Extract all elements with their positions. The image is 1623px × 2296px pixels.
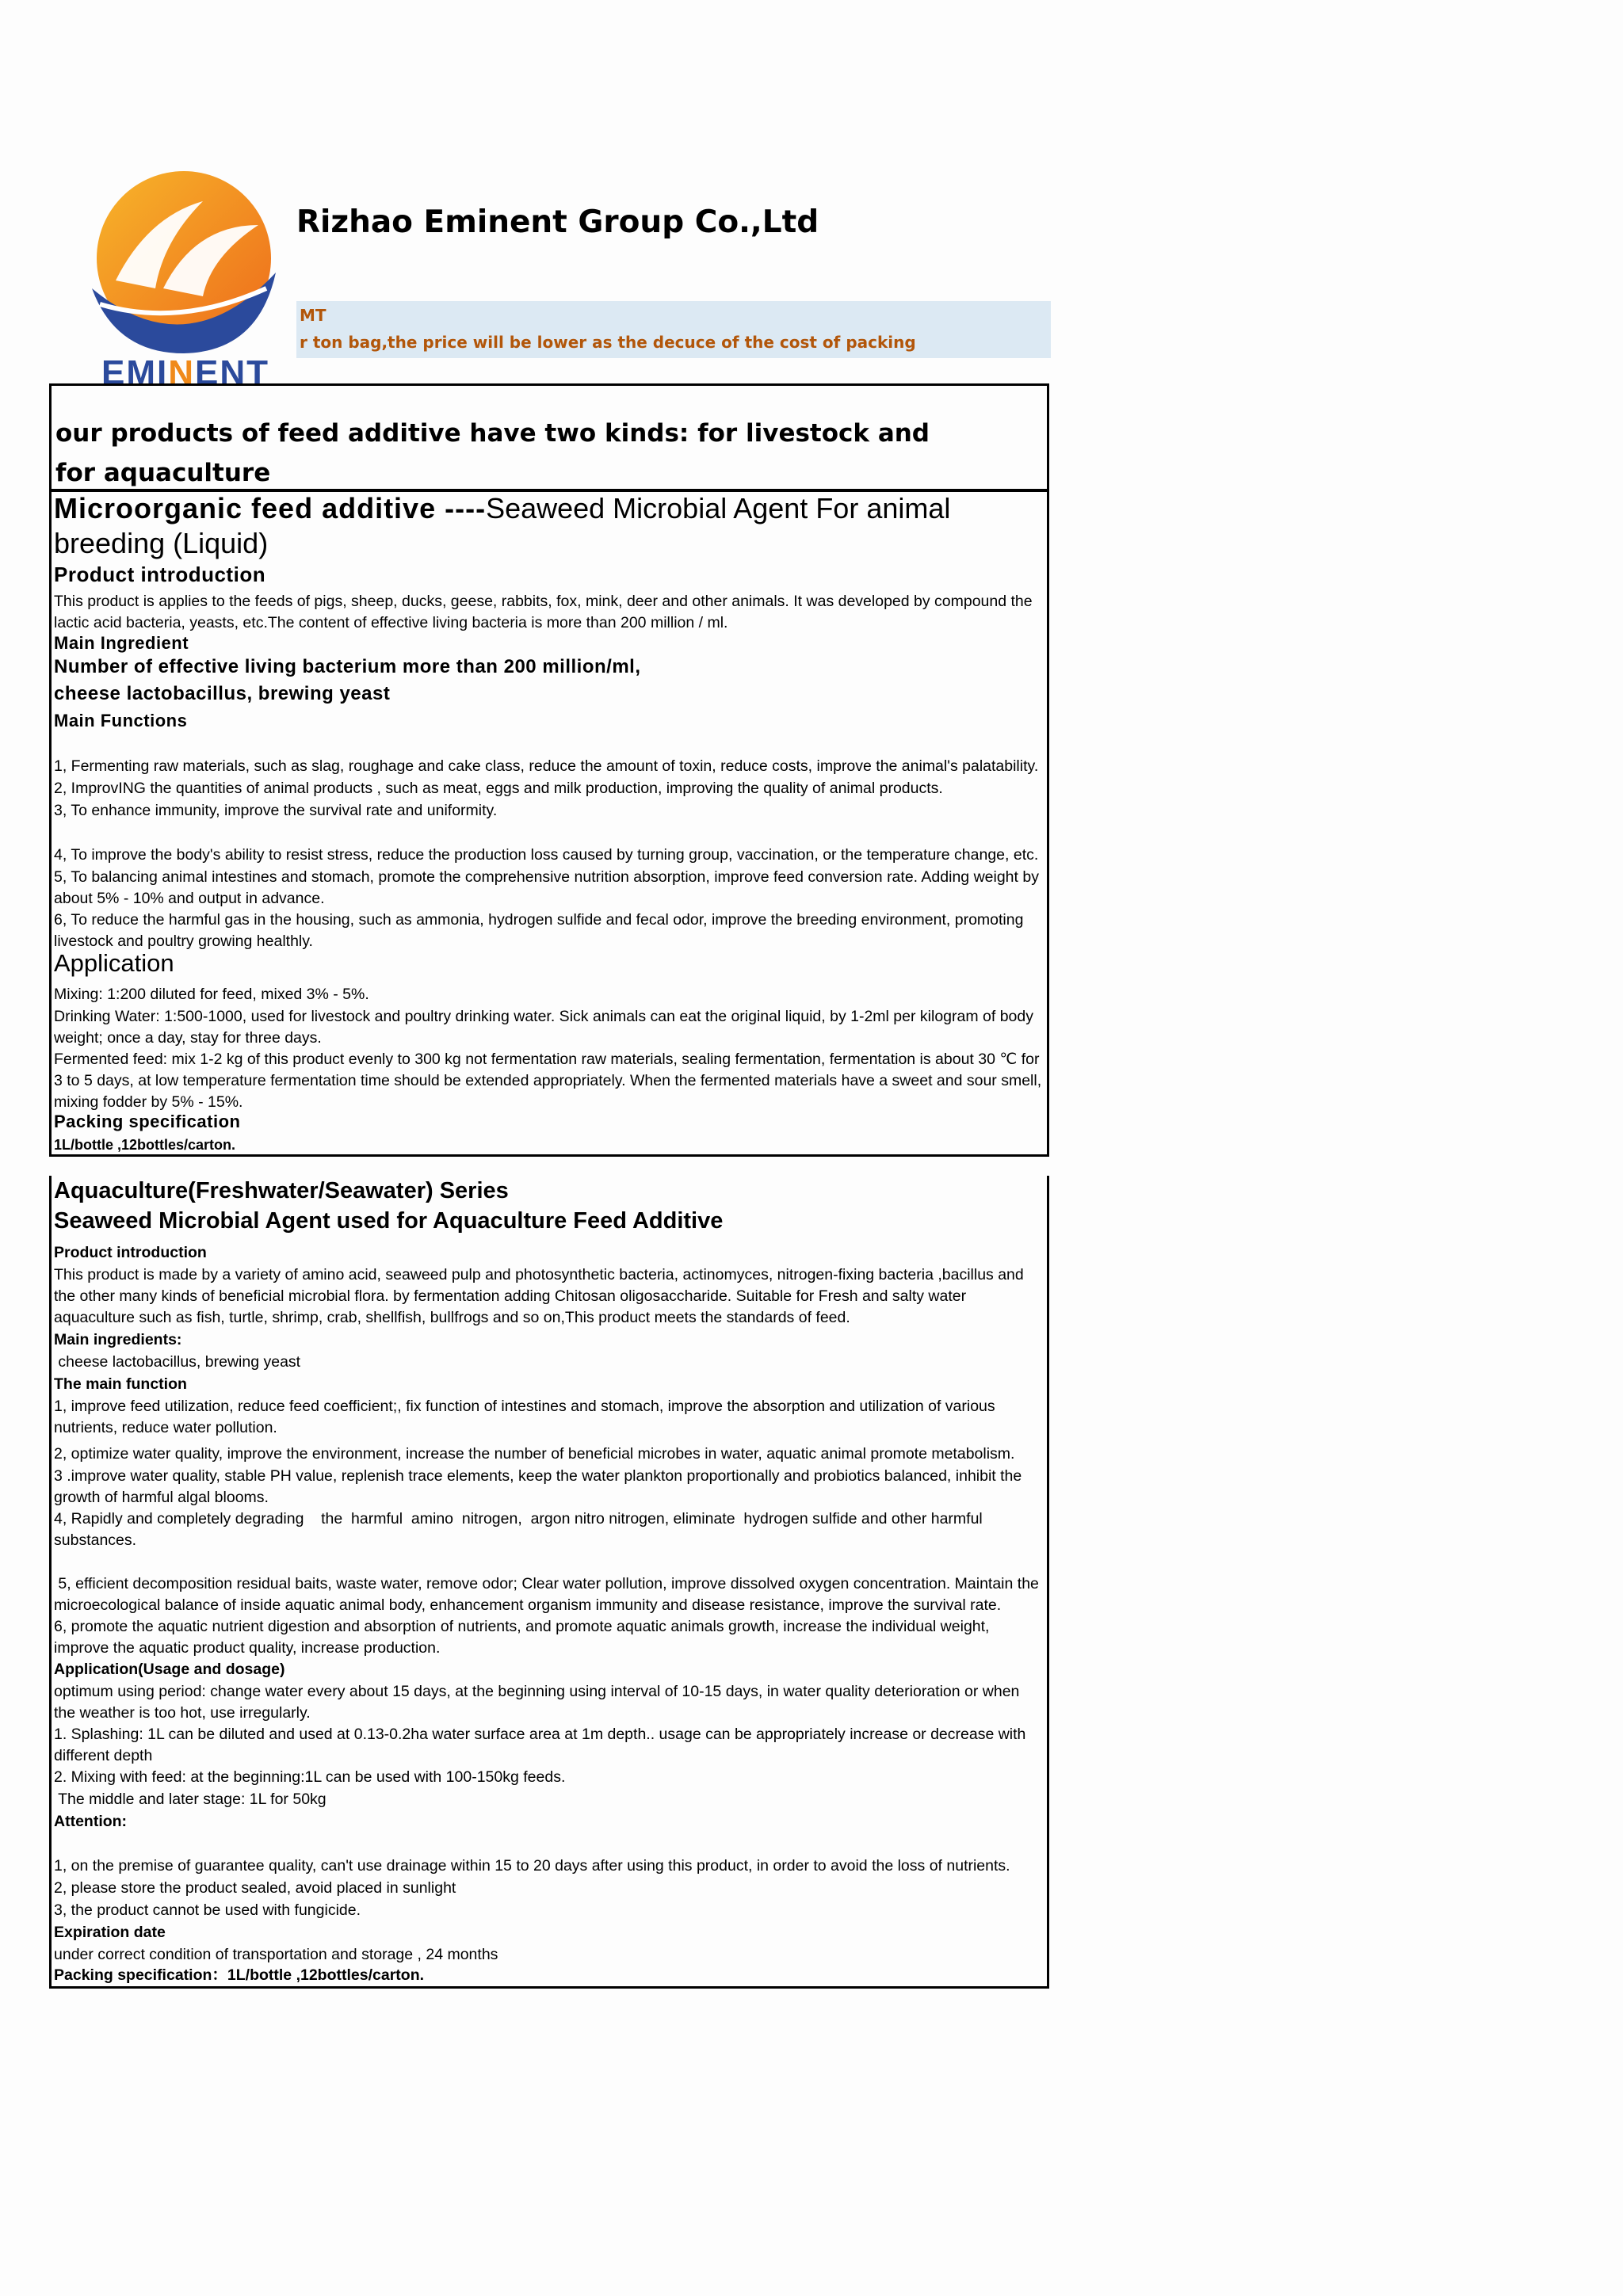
kinds-heading: our products of feed additive have two kinds: for livestock and for aquaculture [55,419,930,487]
aquaculture-attention-1: 1, on the premise of guarantee quality, can't use drainage within 15 to 20 days after using this product, in order to avoid the loss of nutrients. [54,1857,1010,1875]
livestock-application-2: Drinking Water: 1:500-1000, used for livestock and poultry drinking water. Sick animals can eat the original liquid, by 1-2ml per kilogram of body weight; once a day, stay for three days. [54,1008,1033,1047]
price-note-bar [296,301,1051,358]
aquaculture-function-6: 6, promote the aquatic nutrient digestion and absorption of nutrients, and promote aquatic animals growth, increase the individual weight, improve the aquatic product quality, increase production. [54,1618,990,1657]
aquaculture-function-4: 4, Rapidly and completely degrading the harmful amino nitrogen, argon nitro nitrogen, eliminate hydrogen sulfide and other harmful substances. [54,1510,987,1549]
aquaculture-application-2: 1. Splashing: 1L can be diluted and used at 0.13-0.2ha water surface area at 1m depth.. usage can be appropriately increase or decrease with different depth [54,1726,1026,1764]
aquaculture-function-3: 3 .improve water quality, stable PH value, replenish trace elements, keep the water plankton proportionally and probiotics balanced, inhibit the growth of harmful algal blooms. [54,1467,1022,1506]
aquaculture-application-4: The middle and later stage: 1L for 50kg [54,1791,327,1808]
aquaculture-expiration-heading: Expiration date [54,1924,166,1941]
aquaculture-packing-label: Packing specification： [54,1966,227,1984]
note-line-2: r ton bag,the price will be lower as the decuce of the cost of packing [300,333,916,352]
company-name: Rizhao Eminent Group Co.,Ltd [296,204,819,240]
aquaculture-attention-heading: Attention: [54,1813,128,1830]
livestock-function-2: 2, ImprovING the quantities of animal products , such as meat, eggs and milk production, improving the quality of animal products. [54,780,943,797]
aquaculture-main-ingredients-heading: Main ingredients: [54,1331,182,1348]
livestock-main-ingredient-heading: Main Ingredient [54,633,189,653]
livestock-application-heading: Application [54,949,174,977]
livestock-application-3: Fermented feed: mix 1-2 kg of this product evenly to 300 kg not fermentation raw materials, sealing fermentation, fermentation is about 30 ℃ for 3 to 5 days, at low temperature fermentation time should be extended appropriately. When the fermented materials have a sweet and sour smell, mixing fodder by 5% - 15%. [54,1051,1042,1111]
aquaculture-attention-2: 2, please store the product sealed, avoid placed in sunlight [54,1879,456,1897]
livestock-ingredient-line-1: Number of effective living bacterium more than 200 million/ml, [54,656,641,677]
aquaculture-expiration-text: under correct condition of transportation and storage , 24 months [54,1946,498,1963]
livestock-ingredient-line-2: cheese lactobacillus, brewing yeast [54,683,391,704]
livestock-function-4: 4, To improve the body's ability to resist stress, reduce the production loss caused by turning group, vaccination, or the temperature change, etc. [54,846,1039,864]
aquaculture-main-ingredients-text: cheese lactobacillus, brewing yeast [54,1353,301,1371]
aquaculture-main-function-heading: The main function [54,1375,187,1393]
livestock-packing-text: 1L/bottle ,12bottles/carton. [54,1137,236,1153]
livestock-function-6: 6, To reduce the harmful gas in the housing, such as ammonia, hydrogen sulfide and fecal odor, improve the breeding environment, promoting livestock and poultry growing healthly. [54,911,1024,950]
aquaculture-product-title: Seaweed Microbial Agent used for Aquaculture Feed Additive [54,1208,724,1234]
livestock-title: Microorganic feed additive ----Seaweed Microbial Agent For animal breeding (Liquid) [54,492,951,559]
aquaculture-packing [54,1965,424,1986]
aquaculture-packing-value: 1L/bottle ,12bottles/carton. [227,1966,425,1984]
livestock-function-3: 3, To enhance immunity, improve the survival rate and uniformity. [54,802,498,819]
livestock-main-functions-heading: Main Functions [54,711,188,730]
aquaculture-function-1: 1, improve feed utilization, reduce feed coefficient;, fix function of intestines and stomach, improve the absorption and utilization of various nutrients, reduce water pollution. [54,1398,995,1436]
aquaculture-series-title: Aquaculture(Freshwater/Seawater) Series [54,1178,509,1203]
logo-wordmark: EMINENT [101,353,269,392]
livestock-product-intro-text: This product is applies to the feeds of pigs, sheep, ducks, geese, rabbits, fox, mink, deer and other animals. It was developed by compound the lactic acid bacteria, yeasts, etc.The content of effective living bacteria is more than 200 million / ml. [54,593,1033,631]
aquaculture-function-5: 5, efficient decomposition residual baits, waste water, remove odor; Clear water pollution, improve dissolved oxygen concentration. Maintain the microecological balance of inside aquatic animal body, enhancement organism immunity and disease resistance, improve the survival rate. [54,1575,1044,1614]
livestock-product-intro-heading: Product introduction [54,563,266,586]
aquaculture-application-3: 2. Mixing with feed: at the beginning:1L can be used with 100-150kg feeds. [54,1768,566,1786]
aquaculture-function-2: 2, optimize water quality, improve the environment, increase the number of beneficial microbes in water, aquatic animal promote metabolism. [54,1445,1015,1463]
livestock-function-1: 1, Fermenting raw materials, such as slag, roughage and cake class, reduce the amount of toxin, reduce costs, improve the animal's palatability. [54,757,1039,775]
aquaculture-product-intro-heading: Product introduction [54,1244,207,1261]
aquaculture-application-heading: Application(Usage and dosage) [54,1661,285,1678]
livestock-application-1: Mixing: 1:200 diluted for feed, mixed 3% - 5%. [54,986,369,1003]
aquaculture-application-1: optimum using period: change water every about 15 days, at the beginning using interval of 10-15 days, in water quality deterioration or when the weather is too hot, use irregularly. [54,1683,1020,1722]
livestock-function-5: 5, To balancing animal intestines and stomach, promote the comprehensive nutrition absorption, improve feed conversion rate. Adding weight by about 5% - 10% and output in advance. [54,868,1039,907]
aquaculture-attention-3: 3, the product cannot be used with fungicide. [54,1901,361,1919]
aquaculture-product-intro-text: This product is made by a variety of amino acid, seaweed pulp and photosynthetic bacteria, actinomyces, nitrogen-fixing bacteria ,bacillus and the other many kinds of beneficial microbial flora. by fermentation adding Chitosan oligosaccharide. Suitable for Fresh and salty water aquaculture such as fish, turtle, shrimp, crab, shellfish, bullfrogs and so on,This product meets the standards of feed. [54,1266,1024,1326]
livestock-packing-heading: Packing specification [54,1112,241,1131]
note-line-1: MT [300,306,327,325]
